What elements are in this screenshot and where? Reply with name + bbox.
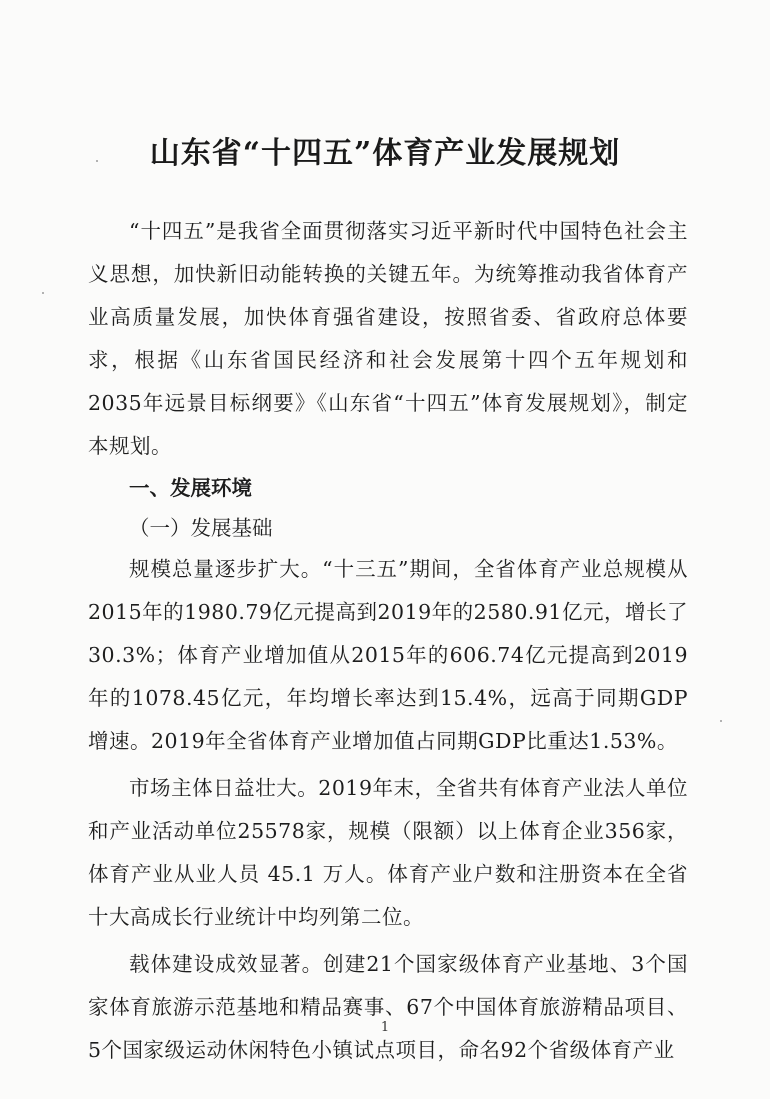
scale-paragraph: 规模总量逐步扩大。“十三五”期间，全省体育产业总规模从2015年的1980.79亿元提高到2019年的2580.91亿元，增长了30.3%；体育产业增加值从2015年的606.74亿元提高到2019年的1078.45亿元，年均增长率达到15.4%，远高于同期GDP增速。2019年全省体育产业增加值占同期GDP比重达1.53%。	[88, 557, 688, 753]
section-heading: 一、发展环境	[129, 476, 252, 500]
document-body	[88, 210, 688, 1072]
intro-paragraph: “十四五”是我省全面贯彻落实习近平新时代中国特色社会主义思想，加快新旧动能转换的关键五年。为统筹推动我省体育产业高质量发展，加快体育强省建设，按照省委、省政府总体要求，根据《山东省国民经济和社会发展第十四个五年规划和2035年远景目标纲要》《山东省“十四五”体育发展规划》，制定本规划。	[88, 219, 688, 458]
scan-speck	[42, 292, 44, 294]
scan-speck	[720, 720, 722, 722]
document-title: 山东省“十四五”体育产业发展规划	[149, 136, 621, 171]
market-paragraph: 市场主体日益壮大。2019年末，全省共有体育产业法人单位和产业活动单位25578家，规模（限额）以上体育企业356家，体育产业从业人员 45.1 万人。体育产业户数和注册资本在全省十大高成长行业统计中均列第二位。	[88, 776, 688, 929]
page-number: 1	[380, 1020, 390, 1035]
carrier-paragraph: 载体建设成效显著。创建21个国家级体育产业基地、3个国家体育旅游示范基地和精品赛事、67个中国体育旅游精品项目、5个国家级运动休闲特色小镇试点项目，命名92个省级体育产业	[88, 952, 688, 1062]
subsection-heading: （一）发展基础	[129, 516, 273, 540]
